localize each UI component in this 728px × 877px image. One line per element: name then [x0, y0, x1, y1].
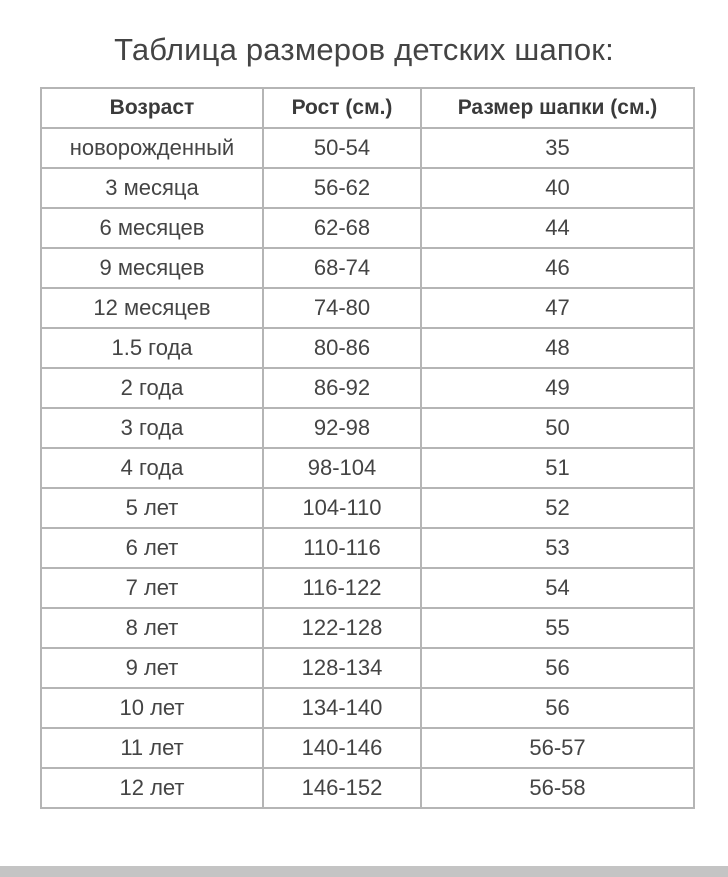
table-row [41, 488, 694, 528]
table-row [41, 208, 694, 248]
cell-height: 80-86 [263, 328, 421, 368]
cell-hat-size: 47 [421, 288, 694, 328]
cell-hat-size: 52 [421, 488, 694, 528]
cell-hat-size: 53 [421, 528, 694, 568]
header-age: Возраст [41, 88, 263, 128]
cell-age: 4 года [41, 448, 263, 488]
table-row [41, 408, 694, 448]
cell-height: 128-134 [263, 648, 421, 688]
bottom-divider-bar [0, 866, 728, 877]
table-row [41, 768, 694, 808]
cell-height: 68-74 [263, 248, 421, 288]
cell-height: 74-80 [263, 288, 421, 328]
cell-height: 56-62 [263, 168, 421, 208]
cell-hat-size: 49 [421, 368, 694, 408]
table-row [41, 648, 694, 688]
cell-hat-size: 54 [421, 568, 694, 608]
cell-height: 134-140 [263, 688, 421, 728]
cell-age: 5 лет [41, 488, 263, 528]
page-title: Таблица размеров детских шапок: [114, 32, 614, 67]
cell-age: 6 месяцев [41, 208, 263, 248]
cell-height: 146-152 [263, 768, 421, 808]
cell-age: 7 лет [41, 568, 263, 608]
cell-age: 6 лет [41, 528, 263, 568]
table-row [41, 368, 694, 408]
size-table [40, 87, 695, 809]
cell-age: 3 месяца [41, 168, 263, 208]
header-height: Рост (см.) [263, 88, 421, 128]
header-hat-size: Размер шапки (см.) [421, 88, 694, 128]
table-row [41, 168, 694, 208]
cell-hat-size: 55 [421, 608, 694, 648]
cell-height: 98-104 [263, 448, 421, 488]
cell-hat-size: 56 [421, 648, 694, 688]
cell-hat-size: 56 [421, 688, 694, 728]
cell-height: 122-128 [263, 608, 421, 648]
table-row [41, 128, 694, 168]
cell-age: новорожденный [41, 128, 263, 168]
cell-hat-size: 51 [421, 448, 694, 488]
table-row [41, 728, 694, 768]
cell-hat-size: 50 [421, 408, 694, 448]
cell-height: 116-122 [263, 568, 421, 608]
table-row [41, 528, 694, 568]
cell-hat-size: 48 [421, 328, 694, 368]
table-row [41, 288, 694, 328]
table-row [41, 448, 694, 488]
cell-hat-size: 56-57 [421, 728, 694, 768]
table-row [41, 568, 694, 608]
cell-age: 12 месяцев [41, 288, 263, 328]
cell-hat-size: 56-58 [421, 768, 694, 808]
cell-height: 92-98 [263, 408, 421, 448]
cell-age: 12 лет [41, 768, 263, 808]
cell-height: 140-146 [263, 728, 421, 768]
cell-age: 8 лет [41, 608, 263, 648]
cell-age: 11 лет [41, 728, 263, 768]
cell-hat-size: 46 [421, 248, 694, 288]
table-row [41, 248, 694, 288]
cell-hat-size: 40 [421, 168, 694, 208]
cell-age: 10 лет [41, 688, 263, 728]
table-row [41, 688, 694, 728]
cell-age: 3 года [41, 408, 263, 448]
cell-age: 9 месяцев [41, 248, 263, 288]
table-row [41, 328, 694, 368]
cell-age: 1.5 года [41, 328, 263, 368]
cell-height: 86-92 [263, 368, 421, 408]
table-header-row [41, 88, 694, 128]
cell-hat-size: 35 [421, 128, 694, 168]
cell-hat-size: 44 [421, 208, 694, 248]
cell-height: 110-116 [263, 528, 421, 568]
cell-height: 62-68 [263, 208, 421, 248]
cell-age: 9 лет [41, 648, 263, 688]
cell-height: 104-110 [263, 488, 421, 528]
cell-height: 50-54 [263, 128, 421, 168]
table-row [41, 608, 694, 648]
cell-age: 2 года [41, 368, 263, 408]
